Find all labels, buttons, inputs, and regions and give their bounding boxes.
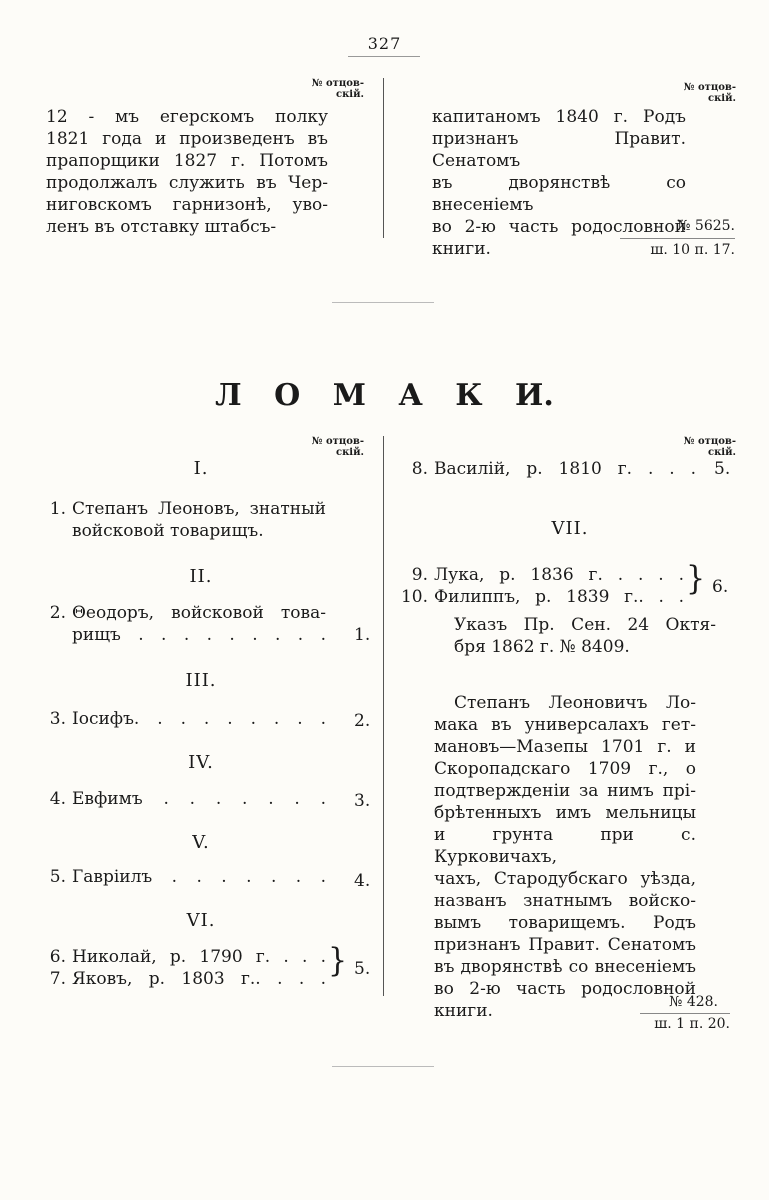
text-line: книги. (432, 239, 491, 259)
text-line: Скоропадскаго 1709 г., о (434, 759, 696, 779)
text-line: ниговскомъ гарнизонѣ, уво- (46, 195, 328, 215)
text-line: ленъ въ отставку штабсъ- (46, 217, 277, 237)
entry-text: Евфимъ . . . . . . . (72, 789, 326, 809)
generation-heading-iv: IV. (188, 752, 214, 773)
text-line: подтвержденіи за нимъ прі- (434, 781, 696, 801)
record-number-top: № 5625. (677, 218, 735, 234)
heading-letter: И. (515, 378, 554, 413)
generation-heading-i: I. (193, 458, 209, 479)
entry-number: 9. (411, 565, 428, 585)
entry-text: Яковъ, р. 1803 г.. . . . (72, 969, 326, 989)
text-line: и грунта при с. Курковичахъ, (434, 825, 696, 867)
column-divider-top (383, 78, 384, 238)
section-separator-top (332, 302, 434, 303)
father-column-header-right: № отцов- скій. (683, 436, 736, 458)
entry-text: войсковой товарищъ. (72, 521, 264, 541)
father-number: 3. (354, 791, 371, 811)
heading-letter: О (274, 378, 301, 413)
text-line: во 2-ю часть родословной (434, 979, 696, 999)
father-column-header-top-right: № отцов- скій. (683, 82, 736, 104)
page-number-rule (348, 56, 420, 57)
father-number: 1. (354, 625, 371, 645)
top-right-text (432, 106, 686, 260)
text-line: Указъ Пр. Сен. 24 Октя- (454, 615, 716, 635)
text-line: 1821 года и произведенъ въ (46, 129, 328, 149)
text-line: названъ знатнымъ войско- (434, 891, 696, 911)
father-number: 6. (712, 577, 729, 597)
family-name-heading (0, 378, 769, 413)
heading-letter: Л (215, 378, 242, 413)
entry-number: 2. (49, 603, 66, 623)
shelf-mark-bottom: ш. 1 п. 20. (654, 1016, 730, 1032)
generation-heading-ii: II. (189, 566, 213, 587)
father-number: 5. (714, 459, 731, 479)
entry-number: 8. (411, 459, 428, 479)
text-line: во 2-ю часть родословной (432, 217, 686, 237)
entry-number: 7. (49, 969, 66, 989)
entry-text: Филиппъ, р. 1839 г.. . . (434, 587, 684, 607)
entry-text: Θеодоръ, войсковой това- (72, 603, 326, 623)
record-rule-bottom (640, 1013, 730, 1014)
father-column-header-left: № отцов- скій. (311, 436, 364, 458)
text-line: бря 1862 г. № 8409. (454, 637, 630, 657)
father-number: 2. (354, 711, 371, 731)
generation-heading-vi: VI. (186, 910, 216, 931)
entry-number: 10. (400, 587, 428, 607)
text-line: капитаномъ 1840 г. Родъ (432, 107, 686, 127)
text-line: прапорщики 1827 г. Потомъ (46, 151, 328, 171)
entry-number: 1. (49, 499, 66, 519)
entry-number: 5. (49, 867, 66, 887)
entry-text: Гавріилъ . . . . . . . (72, 867, 326, 887)
entry-text: Василій, р. 1810 г. . . . (434, 459, 696, 479)
text-line: признанъ Правит. Сенатомъ (434, 935, 696, 955)
entry-number: 3. (49, 709, 66, 729)
father-number: 5. (354, 959, 371, 979)
entry-text: Лука, р. 1836 г. . . . . (434, 565, 684, 585)
text-line: продолжалъ служить въ Чер- (46, 173, 328, 193)
column-divider-main (383, 436, 384, 996)
entry-text: Степанъ Леоновъ, знатный (72, 499, 326, 519)
historical-note (434, 692, 696, 1022)
entry-text: Николай, р. 1790 г. . . . (72, 947, 326, 967)
heading-letter: А (398, 378, 423, 413)
entry-text: Іосифъ. . . . . . . . . (72, 709, 326, 729)
text-line: вымъ товарищемъ. Родъ (434, 913, 696, 933)
text-line: мановъ—Мазепы 1701 г. и (434, 737, 696, 757)
generation-heading-vii: VII. (551, 518, 589, 539)
text-line: 12 - мъ егерскомъ полку (46, 107, 328, 127)
decree-reference (454, 614, 716, 658)
text-line: Степанъ Леоновичъ Ло- (454, 693, 696, 713)
top-left-text (46, 106, 328, 238)
text-line: книги. (434, 1001, 493, 1021)
shelf-mark-top: ш. 10 п. 17. (650, 242, 735, 258)
text-line: брѣтенныхъ имъ мельницы (434, 803, 696, 823)
entry-number: 4. (49, 789, 66, 809)
text-line: чахъ, Стародубскаго уѣзда, (434, 869, 696, 889)
text-line: въ дворянствѣ со внесеніемъ (432, 173, 686, 215)
brace-icon: } (328, 941, 348, 980)
text-line: въ дворянствѣ со внесеніемъ (434, 957, 696, 977)
page-number: 327 (367, 34, 402, 53)
brace-icon: } (686, 559, 706, 598)
heading-letter: К (455, 378, 483, 413)
generation-heading-iii: III. (185, 670, 217, 691)
section-separator-bottom (332, 1066, 434, 1067)
heading-letter: М (332, 378, 366, 413)
entry-number: 6. (49, 947, 66, 967)
father-column-header-top-left: № отцов- скій. (311, 78, 364, 100)
record-number-bottom: № 428. (669, 994, 718, 1010)
father-number: 4. (354, 871, 371, 891)
text-line: признанъ Правит. Сенатомъ (432, 129, 686, 171)
record-rule-top (620, 238, 735, 239)
entry-text: рищъ . . . . . . . . . (72, 625, 326, 645)
generation-heading-v: V. (192, 832, 210, 853)
text-line: мака въ универсалахъ гет- (434, 715, 696, 735)
